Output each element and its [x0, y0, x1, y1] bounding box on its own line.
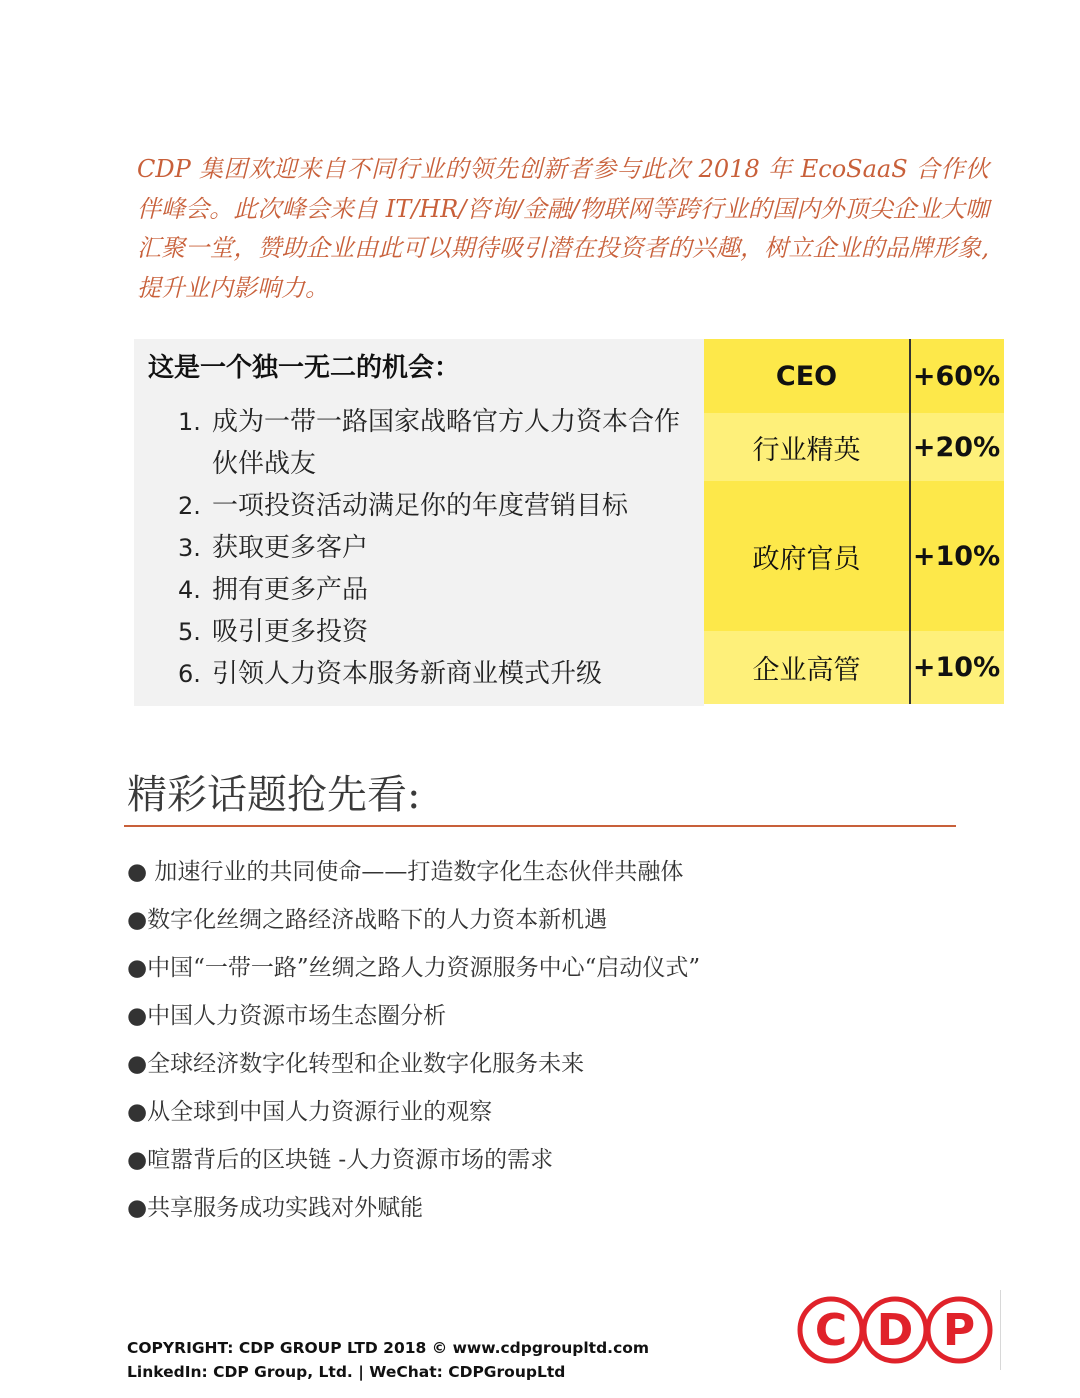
list-item: 4. 拥有更多产品 [178, 575, 369, 605]
topic-item: ● 加速行业的共同使命——打造数字化生态伙伴共融体 [127, 859, 684, 885]
stat-row-executive [704, 631, 1004, 704]
logo-letter-c: C [814, 1305, 848, 1356]
stat-role: 企业高管 [752, 655, 861, 686]
opportunity-box [134, 339, 704, 706]
stat-role: CEO [775, 360, 838, 392]
list-item: 5. 吸引更多投资 [178, 617, 369, 647]
opportunity-title: 这是一个独一无二的机会： [148, 353, 461, 383]
stat-row-elite [704, 413, 1004, 481]
logo-letter-p: P [942, 1305, 976, 1356]
topic-item: ●全球经济数字化转型和企业数字化服务未来 [127, 1051, 585, 1077]
intro-paragraph: CDP 集团欢迎来自不同行业的领先创新者参与此次 2018 年 EcoSaaS 合作伙伴峰会。此次峰会来自 IT/HR/咨询/金融/物联网等跨行业的国内外顶尖企业大咖汇聚一堂，赞助企业由此可以期待吸引潜在投资者的兴趣，树立企业的品牌形象,提升业内影响力。 [137, 155, 989, 302]
stat-percent: +60% [912, 360, 1001, 392]
topic-item: ●喧嚣背后的区块链 -人力资源市场的需求 [127, 1147, 554, 1173]
topic-item: ●中国人力资源市场生态圈分析 [127, 1003, 447, 1029]
topics-heading: 精彩话题抢先看: [127, 772, 421, 818]
attendee-stats-table [704, 339, 1004, 704]
copyright-line: COPYRIGHT: CDP GROUP LTD 2018 © www.cdpgroupltd.com [127, 1339, 650, 1357]
logo-divider [1000, 1290, 1001, 1370]
list-item: 6. 引领人力资本服务新商业模式升级 [178, 659, 603, 689]
list-item: 1. 成为一带一路国家战略官方人力资本合作伙伴战友 [178, 407, 681, 479]
stat-row-government [704, 481, 1004, 631]
column-divider [909, 339, 911, 704]
topic-item: ●从全球到中国人力资源行业的观察 [127, 1099, 493, 1125]
cdp-logo [795, 1295, 995, 1365]
footer [127, 1336, 649, 1384]
stat-percent: +10% [912, 652, 1001, 683]
stat-role: 政府官员 [752, 543, 861, 575]
opportunity-list [178, 401, 698, 695]
list-item: 3. 获取更多客户 [178, 533, 369, 563]
logo-letter-d: D [876, 1305, 914, 1356]
stat-percent: +10% [912, 540, 1001, 572]
social-line: LinkedIn: CDP Group, Ltd. | WeChat: CDPGroupLtd [127, 1363, 566, 1381]
stat-role: 行业精英 [752, 434, 861, 466]
topic-item: ●数字化丝绸之路经济战略下的人力资本新机遇 [127, 907, 608, 933]
heading-divider [124, 825, 956, 827]
stat-percent: +20% [912, 431, 1001, 463]
topics-list [127, 848, 967, 1232]
topic-item: ●共享服务成功实践对外赋能 [127, 1195, 424, 1221]
stat-row-ceo [704, 339, 1004, 413]
list-item: 2. 一项投资活动满足你的年度营销目标 [178, 491, 629, 521]
topic-item: ●中国“一带一路”丝绸之路人力资源服务中心“启动仪式” [127, 955, 701, 981]
